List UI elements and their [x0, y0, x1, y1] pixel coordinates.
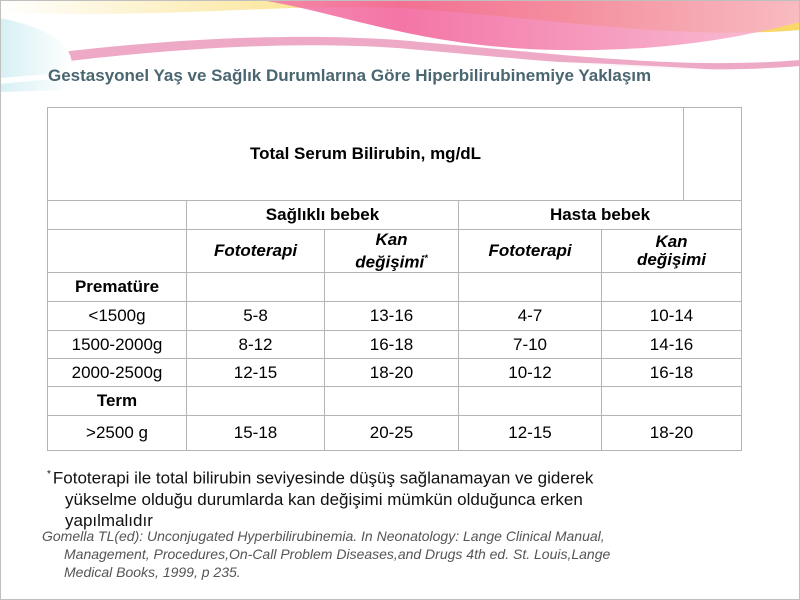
section-label-preterm: Prematüre	[48, 273, 187, 302]
table-header-empty-cell	[684, 108, 742, 201]
table-cell: 15-18	[187, 416, 325, 451]
sick-exchange-header	[602, 230, 742, 273]
table-cell: 18-20	[325, 359, 459, 387]
group-sick-baby: Hasta bebek	[459, 201, 742, 230]
row-label: 1500-2000g	[48, 331, 187, 359]
reference-citation	[42, 527, 742, 581]
sick-exchange-line2: değişimi	[637, 250, 706, 269]
group-healthy-baby: Sağlıklı bebek	[187, 201, 459, 230]
healthy-exchange-line1: Kan	[375, 229, 408, 249]
table-cell: 13-16	[325, 302, 459, 331]
footnote-line2: yükselme olduğu durumlarda kan değişimi mümkün olduğunca erken	[65, 489, 583, 509]
table-cell: 10-14	[602, 302, 742, 331]
table-cell: 7-10	[459, 331, 602, 359]
table-cell: 5-8	[187, 302, 325, 331]
empty-cell	[325, 387, 459, 416]
table-cell: 12-15	[187, 359, 325, 387]
table-cell: 4-7	[459, 302, 602, 331]
sick-phototherapy-header: Fototerapi	[459, 230, 602, 273]
slide-title: Gestasyonel Yaş ve Sağlık Durumlarına Göre Hiperbilirubinemiye Yaklaşım	[48, 66, 652, 85]
healthy-exchange-line2: değişimi	[355, 252, 425, 272]
reference-line3: Medical Books, 1999, p 235.	[64, 564, 241, 580]
table-header-row	[48, 108, 742, 201]
empty-cell	[187, 387, 325, 416]
subheader-row	[48, 230, 742, 273]
table-row	[48, 331, 742, 359]
table-row	[48, 359, 742, 387]
healthy-phototherapy-header: Fototerapi	[187, 230, 325, 273]
table-cell: 16-18	[602, 359, 742, 387]
table-cell: 16-18	[325, 331, 459, 359]
reference-line1: Gomella TL(ed): Unconjugated Hyperbilirubinemia. In Neonatology: Lange Clinical Manual,	[42, 528, 605, 544]
table-cell: 18-20	[602, 416, 742, 451]
table-cell: 14-16	[602, 331, 742, 359]
footnote-marker: *	[47, 469, 51, 480]
table-header-title: Total Serum Bilirubin, mg/dL	[48, 108, 684, 201]
footnote	[47, 464, 747, 531]
section-row-preterm	[48, 273, 742, 302]
healthy-exchange-header	[325, 230, 459, 273]
table-cell: 12-15	[459, 416, 602, 451]
group-header-empty-cell	[48, 201, 187, 230]
row-label: <1500g	[48, 302, 187, 331]
section-label-term: Term	[48, 387, 187, 416]
reference-line2: Management, Procedures,On-Call Problem Diseases,and Drugs 4th ed. St. Louis,Lange	[64, 546, 611, 562]
subheader-empty-cell	[48, 230, 187, 273]
footnote-line1: Fototerapi ile total bilirubin seviyesinde düşüş sağlanamayan ve giderek	[52, 468, 594, 488]
empty-cell	[602, 273, 742, 302]
empty-cell	[602, 387, 742, 416]
bilirubin-table	[47, 107, 742, 451]
empty-cell	[187, 273, 325, 302]
group-header-row	[48, 201, 742, 230]
table-cell: 20-25	[325, 416, 459, 451]
footnote-line3: yapılmalıdır	[65, 510, 153, 530]
section-row-term	[48, 387, 742, 416]
sick-exchange-line1: Kan	[655, 232, 688, 251]
table-row	[48, 416, 742, 451]
healthy-exchange-footnote-mark: *	[424, 252, 428, 263]
row-label: >2500 g	[48, 416, 187, 451]
table-row	[48, 302, 742, 331]
empty-cell	[459, 387, 602, 416]
row-label: 2000-2500g	[48, 359, 187, 387]
table-cell: 10-12	[459, 359, 602, 387]
table-cell: 8-12	[187, 331, 325, 359]
empty-cell	[325, 273, 459, 302]
empty-cell	[459, 273, 602, 302]
